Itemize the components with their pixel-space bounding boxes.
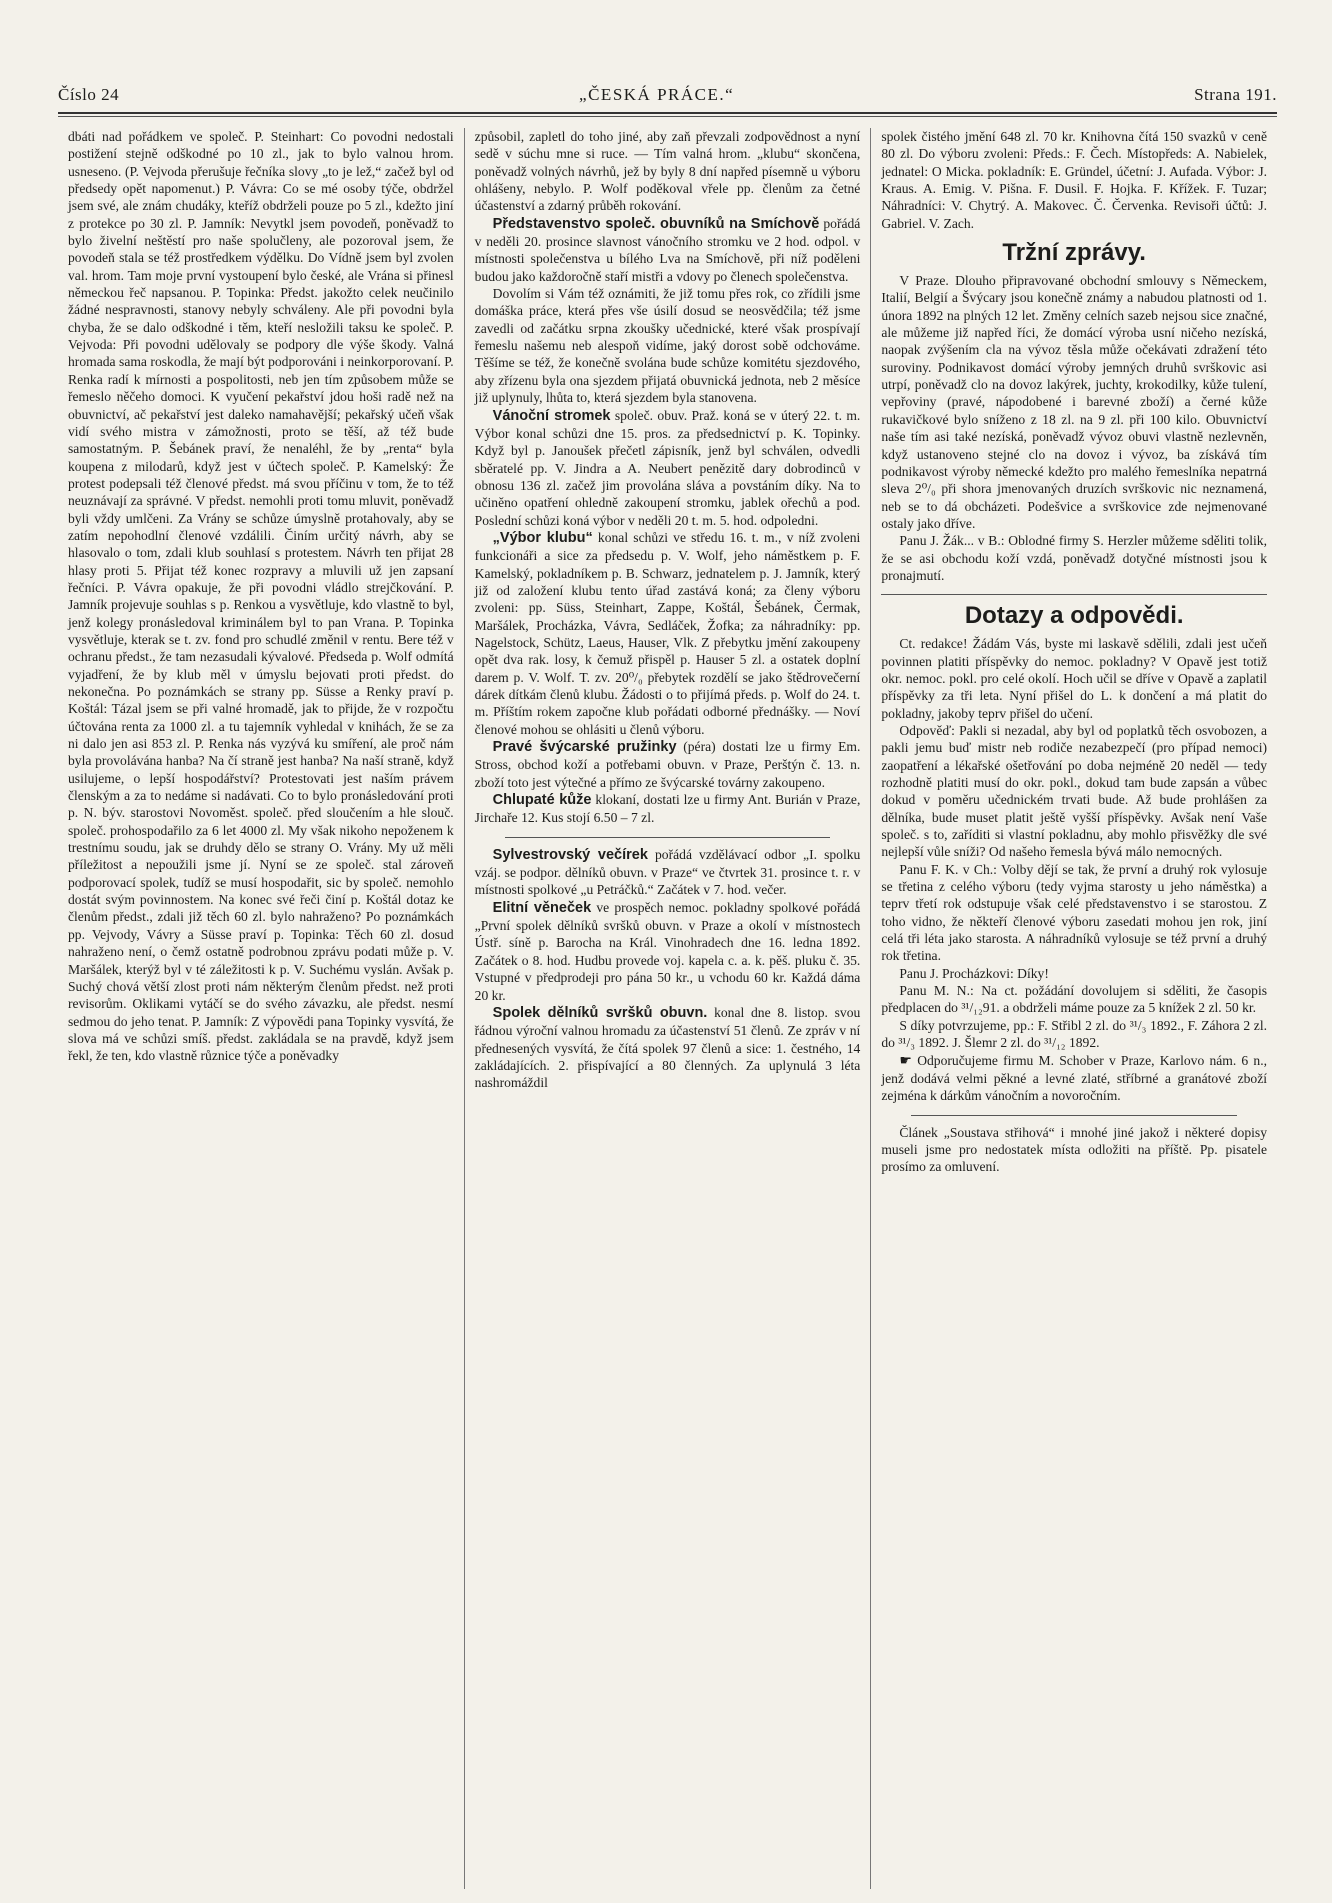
editorial-note: Článek „Soustava střihová“ i mnohé jiné jakož i některé dopisy museli jsme pro nedostatek místa odložiti na příště. Pp. pisatele prosímo za omluvení. bbox=[881, 1124, 1268, 1175]
issue-number: Číslo 24 bbox=[58, 85, 120, 104]
section-divider bbox=[505, 837, 831, 838]
notice-venecek bbox=[475, 899, 861, 1004]
notice-sylvestr bbox=[475, 846, 861, 899]
notice-pruzinky bbox=[475, 738, 861, 791]
notice-stromek-title: Vánoční stromek bbox=[492, 407, 611, 424]
column-1 bbox=[58, 128, 464, 1889]
reply-fk: Panu F. K. v Ch.: Volby dějí se tak, že první a druhý rok vylosuje se třetina z celého výboru (tedy vyjma starosty u jeho náměstka) a teprv třetí rok odstupuje však celé představenstvo i se starostou. Z toho vidno, že někteří členové výboru zasedati mohou jen rok, jiní celá tři léta jako starosta. A náhradníků vylosuje se též první a druhý rok třetina. bbox=[881, 861, 1268, 964]
columns bbox=[58, 128, 1277, 1889]
notice-smichov-title: Představenstvo společ. obuvníků na Smíchově bbox=[492, 215, 820, 232]
notice-smichov-more: Dovolím si Vám též oznámiti, že již tomu přes rok, co zřídili jsme domáška práce, která přes vše úsilí dosud se neosvědčila; též jsme zavedli od začátku srpna zkoušky učednické, které však prospívají řemeslu našemu neb alespoň vidíme, jaký dorost sobě odchováme. Těšíme se též, že konečně svolána bude schůze komitétu sjezdového, aby zřízenu byla ona sjezdem přijatá obuvnická jednota, neb 2 měsíce již uplynuly, lhůta to, která sjezdem byla stanovena. bbox=[474, 286, 861, 406]
market-report: V Praze. Dlouho připravované obchodní smlouvy s Německem, Italií, Belgií a Švýcary jsou konečně známy a nabudou platnosti od 1. února 1892 na plných 12 let. Změny celních sazeb nejsou sice značné, ale můžeme již napřed říci, že domácí výroba usní ničeho nezíská, naopak zvýšením cla na vývoz těsla může očekávati zdražení této suroviny. Podnikavost domácí výroby jemných druhů svrškovic asi utrpí, poněvadž clo na dovoz lakýrek, juchty, krokodilky, kůže tulení, vepřoviny (pravé, nápodobené i barevné zboží) a černé kůže rukavičkové bylo sníženo z 18 zl. na 9 zl. při 100 kilo. Obuvnictví naše tím asi také nezíská, poněvadž vývoz obuvi vlastně nezlevněn, když ustanoveno stejné clo na dovoz i vývoz, ba získává tím podnikavost výroby německé kdežto pro malého řemeslníka nepatrná sleva 2⁰/₀ při shora jmenovaných druzích svrškovic nic neznamená, neb se to dá obcházeti. Podešvice a svrškovice zde nejmenované ostaly jako dříve. bbox=[881, 273, 1268, 531]
article-continuation: způsobil, zapletl do toho jiné, aby zaň převzali zodpovědnost a nyní sedě v súchu mne si ruce. — Tím valná hrom. „klubu“ skončena, poněvadž volných návrhů, jež by byly 8 dní napřed písemně u výboru ohlášeny, nebylo. P. Wolf poděkoval vřele pp. členům za četné účastenství a zdarný průběh rokování. bbox=[474, 129, 861, 214]
column-3 bbox=[870, 128, 1277, 1889]
question-redakce: Ct. redakce! Žádám Vás, byste mi laskavě sdělili, zdali jest učeň povinnen platiti příspěvky do nemoc. pokladny? V Opavě jest totiž okr. nemoc. pokl. pro celé okolí. Hoch učil se dříve v Opavě a zaplatil příspěvky za tři leta. Nyní přišel do L. k dončení a má platit do pokladny, jakoby teprv přišel do učení. bbox=[881, 636, 1268, 721]
notice-spolek-text: konal dne 8. listop. svou řádnou výroční valnou hromadu za účastenství 51 členů. Ze zpráv v ní přednesených vysvítá, že čítá spolek 97 členů a sice: 1. čestného, 14 zakládajících. 2. přispívající a 80 členných. Za uplynulá 3 léta nashromáždil bbox=[474, 1004, 861, 1091]
recommendation-schober bbox=[881, 1052, 1267, 1105]
notice-venecek-title: Elitní věneček bbox=[492, 899, 592, 916]
notice-vybor-title: „Výbor klubu“ bbox=[492, 529, 593, 546]
column-2 bbox=[464, 128, 871, 1889]
notice-spolek-title: Spolek dělníků svršků obuvn. bbox=[492, 1004, 708, 1021]
notice-stromek-text: společ. obuv. Praž. koná se v úterý 22. t. m. Výbor konal schůzi dne 15. pros. za předsednictví p. K. Topinky. Když byl p. Janoušek přečetl zápisník, jenž byl schválen, odvedli sběratelé pp. V. Jindra a A. Neubert penězitě dary dobrodinců v obnosu 136 zl. začež jim provolána sláva a povstáním díky. Na to učiněno opatření ohledně zakoupení stromku, jablek ořechů a pod. Poslední schůzi koná výbor v neděli 20 t. m. 5. hod. odpoledni. bbox=[474, 407, 861, 528]
reply-zak: Panu J. Žák... v B.: Oblodné firmy S. Herzler můžeme sděliti tolik, že se asi obchodu koží vzdá, poněvadž dotyčné místnosti jsou k pronajmutí. bbox=[881, 533, 1268, 583]
notice-kuze bbox=[475, 791, 861, 827]
spolek-continuation: spolek čistého jmění 648 zl. 70 kr. Knihovna čítá 150 svazků v ceně 80 zl. Do výboru zvoleni: Předs.: F. Čech. Místopředs: A. Nabielek, jednatel: O Micka. pokladník: E. Gründel, účetní: J. Aufada. Výbor: J. Kraus. A. Emig. V. Pišna. F. Dusil. F. Hojka. F. Křížek. F. Tuzar; Náhradníci: V. Chytrý. A. Makovec. Č. Červenka. Revisoři účtů: J. Gabriel. V. Zach. bbox=[881, 129, 1268, 231]
payment-confirmations: S díky potvrzujeme, pp.: F. Střibl 2 zl. do ³¹/₃ 1892., F. Záhora 2 zl. do ³¹/₃ 1892. J. Šlemr 2 zl. do ³¹/₁₂ 1892. bbox=[881, 1017, 1268, 1051]
section-divider bbox=[881, 594, 1267, 595]
notice-smichov bbox=[475, 215, 861, 285]
section-heading-dotazy: Dotazy a odpovědi. bbox=[964, 602, 1184, 630]
column-1-text: dbáti nad pořádkem ve společ. P. Steinhart: Co povodni nedostali postižení stejně odškodné po 10 zl., jak to bylo valnou hrom. usneseno. (P. Vejvoda přerušuje řečníka slovy „to je lež,“ začež byl od předsedy opět napomenut.) P. Vávra: Co se mé osoby týče, obdržel jsem své, ale znám chudáky, kteříž obdrželi pouze po 5 zl., kdežto jiní z protekce po 30 zl. P. Jamník: Nevytkl jsem povodeň, poněvadž to bylo živelní neštěstí pro naše spolučleny, ale pozoroval jsem, že povodeň stala se též prostředkem výdělku. Do Vídně jsem byl zvolen val. hrom. Tam moje první vystoupení bylo české, ale Vrána si přinesl německou řeč napsanou. P. Topinka: Předst. jakožto celek neučinilo žádné nespravnosti, stanovy nebyly schváleny. Ale při povodni byla chyba, že se dalo odškodné i těm, kteří nesložili taksu ke společ. P. Vejvoda: Při povodni udělovaly se podpory dle výše škody. Valná hromada sama roskodla, že mají být podporováni i neinkorporovaní. P. Renka radí k mírnosti a pospolitosti, neb jen tím způsobem může se řemeslo něčeho domoci. K vyučení pekařství jdou hoši radě než na obuvnictví, ač pekařství jest daleko namahavější; pekařský učeň však vidí svého mistra v zámožnosti, proto se těší, až též bude samostatným. P. Šebánek praví, že nenaléhl, že by „renta“ byla koupena z milodarů, když jest v účtech společ. P. Kamelský: Že protest podepsali též členové předst. má svou příčinu v tom, že to též neuznávají za správné. V předst. nemohli proti tomu mluvit, poněvadž byli vždy umlčeni. Za Vrány se schůze úmyslně protahovaly, aby se zatím nepohodlní členové vzdálili. Činím určitý návrh, aby se hlasovalo o tom, zdali klub souhlasí s protestem. Návrh ten přijat 28 hlasy proti 5. Přijat též konec rozpravy a mluvili už jen zapsaní řečníci. P. Vávra opakuje, že při povodni vládlo strejčkování. P. Jamník projevuje souhlas s p. Renkou a vysvětluje, kdo vlastně to byl, jenž kolegy pronásledoval kriminálem byl to pan Vrana. P. Topinka vysvětluje, kterak se t. zv. fond pro schudlé změnil v rentu. Bere též v ochranu předst., že tam nezasudali kývalové. Předseda p. Wolf odmítá vyjadření, že by klub měl v úmyslu bejovati proti předst. do nekonečna. Po poznámkách se strany pp. Süsse a Renky praví p. Koštál: Tázal jsem se při valné hromadě, jak to přijde, že v rozpočtu účtována renta za 1000 zl. a tu tajemník vyhledal v knihách, že se za ni dalo jen asi 853 zl. P. Renka nás vyzývá ku smíření, ale proč nám byla provolávána hanba? Na čí straně jest hanba? Na naší straně, když usilujeme, o lepší hospodářství? Protestovati jest naším právem členským a za to nedáme si nadávati. Co to bylo pronásledování proti p. N. býv. starostovi Novoměst. společ. před sloučením a hle slouč. společ. prohospodařilo za 6 let 4000 zl. My však nikoho nepoženem k trestnímu soudu, jak se druhdy dělo se strany O. Vrány. My už měli příležitost a nepoužili jsme jí. Nyní se ze společ. stal zároveň podporovací spolek, tudíž se musí hospodařit, sic by společ. nemohlo dostát svým povinnostem. Na konec své řeči činí p. Koštál dotaz ke členům předst., zdali již těch 60 zl. bylo nahraženo? Po poznámkách pp. Vejvody, Vávry a Süsse praví p. Topinka: Těch 60 zl. dosud nahraženo není, o čemž ostatně podrobnou zprávu podati může p. V. Maršálek, kterýž byl v té záležitosti k p. V. Suchému vyslán. Avšak p. Suchý chová větší zlost proti nám některým členům předst. než proti revisorům. Oklikami vytáčí se do svého závazku, ale předst. nesmí sedmou do jeho tenat. P. Jamník: Z výpovědi pana Topinky vysvítá, že slova má ve schůzi smíš. předst. zakládala se na pravdě, když jsem řekl, že ten, kdo vlastně různice týče a poněvadky bbox=[68, 129, 454, 1064]
notice-sylvestr-text: pořádá vzdělávací odbor „I. spolku vzáj. se podpor. dělníků obuvn. v Praze“ ve čtvrtek 31. prosince t. r. v místnosti spolkové „u Petráčků.“ Začátek v 7. hod. večer. bbox=[474, 846, 861, 898]
reply-mn: Panu M. N.: Na ct. požádání dovolujem si sděliti, že časopis předplacen do ³¹/₁₂91. a obdrželi máme pouze za 5 knížek 2 zl. 50 kr. bbox=[881, 983, 1268, 1016]
notice-stromek bbox=[475, 407, 861, 529]
notice-venecek-text: ve prospěch nemoc. pokladny spolkové pořádá „První spolek dělníků svršků obuvn. v Praze a okolí v místnostech Ústř. síně p. Barocha na Král. Vinohradech dne 16. ledna 1892. Začátek o 8. hod. Hudbu provede voj. kapela c. a. k. pěš. pluku č. 35. Vstupné v předprodeji pro pána 50 kr., u vchodu 60 kr. Každá dáma 20 kr. bbox=[474, 899, 861, 1003]
reply-prochazka: Panu J. Procházkovi: Díky! bbox=[899, 965, 1049, 981]
notice-kuze-text: klokaní, dostati lze u firmy Ant. Burián v Praze, Jirchaře 12. Kus stojí 6.50 – 7 zl. bbox=[474, 792, 861, 826]
page-number: Strana 191. bbox=[1194, 85, 1277, 104]
pointing-hand-icon: ☛ bbox=[899, 1053, 918, 1069]
section-divider bbox=[911, 1115, 1237, 1116]
header-rule bbox=[58, 112, 1277, 114]
answer-odpoved: Odpověď: Pakli si nezadal, aby byl od poplatků těch osvobozen, a pakli jemu buď mistr neb rodiče nezabezpečí (pro případ nemoci) zaopatření a lékařské ošetřování po doba nejméně 20 neděl — tedy rozhodně platiti musí do okr. pokl., dokud tam bude zapsán a vůbec dokud v poměru učednickém trvati bude. Až bude prohlášen za dělníka, bude muset platit ještě vyšší příspěvky. Avšak není Vaše společ. s to, zaříditi si vlastní pokladnu, aby mohlo přisvěžky dle své nejlepší vůle sníži? Od našeho řemesla bývá málo nemocných. bbox=[881, 722, 1268, 860]
notice-vybor bbox=[475, 529, 861, 738]
header-rule-thin bbox=[58, 116, 1277, 117]
notice-pruzinky-title: Pravé švýcarské pružinky bbox=[492, 739, 677, 756]
section-heading-trzni: Tržní zprávy. bbox=[1002, 239, 1146, 267]
notice-smichov-text: pořádá v neděli 20. prosince slavnost vánočního stromku ve 2 hod. odpol. v místnosti společenstva u bílého Lva na Smíchově, při níž poděleni budou jako každoročně staří mistři a vdovy po členech společenstva. bbox=[474, 215, 861, 284]
masthead-title: „ČESKÁ PRÁCE.“ bbox=[579, 85, 735, 104]
notice-spolek bbox=[475, 1004, 861, 1092]
notice-sylvestr-title: Sylvestrovský večírek bbox=[492, 846, 648, 863]
notice-kuze-title: Chlupaté kůže bbox=[492, 792, 592, 809]
notice-pruzinky-text: (péra) dostati lze u firmy Em. Stross, obchod koží a potřebami obuvn. v Praze, Perštýn č. 13. n. zboží toto jest výtečné a přímo ze švýcarské továrny zakoupeno. bbox=[474, 739, 861, 790]
page-header bbox=[58, 80, 1277, 110]
recommendation-schober-text: Odporučujeme firmu M. Schober v Praze, Karlovo nám. 6 n., jenž dodává velmi pěkné a levné zlaté, stříbrné a granátové zboží zejména k dárkům vánočním a novoročním. bbox=[881, 1052, 1268, 1104]
notice-vybor-text: konal schůzi ve středu 16. t. m., v níž zvoleni funkcionáři a sice za předsedu p. V. Wolf, jeho náměstkem p. F. Kamelský, pokladníkem p. B. Schwarz, jednatelem p. J. Jamník, který již od založení klubu tento úřad zastává koná; za členy výboru zvoleni: pp. Süss, Steinhart, Zappe, Koštál, Šebánek, Čermak, Maršálek, Procházka, Vávra, Sedláček, Žofka; za náhradníky: pp. Nagelstock, Schütz, Laeus, Hauser, Vlk. Z přebytku jmění zakoupeny opět dva rak. losy, k čemuž přispěl p. Hauser 5 zl. a ostatek doplní darem p. V. Wolf. T. zv. 20⁰/₀ přebytek rozdělí se jako štědrovečerní dárek dítkám členů klubu. Žádosti o to přijímá předs. p. Wolf do 24. t. m. Příštím rokem započne klub pořádati odborné přednášky. — Noví členové mohou se ohlásiti u členů výboru. bbox=[474, 529, 861, 737]
